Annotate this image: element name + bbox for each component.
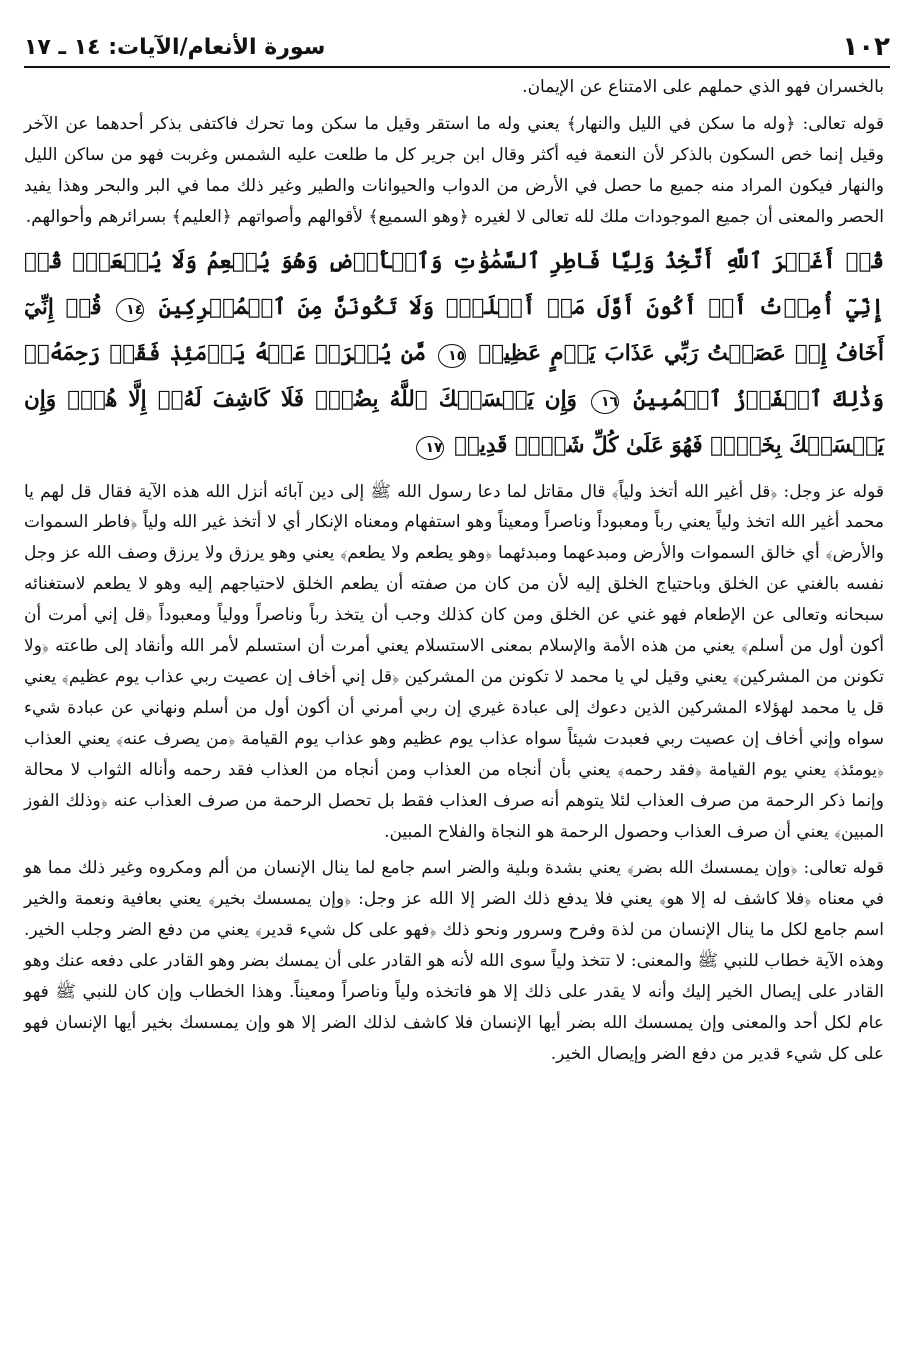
quran-verse-15: قُلۡ إِنِّيٓ أَخَافُ إِنۡ عَصَيۡتُ رَبِّي عَذَابَ يَوۡمٍ عَظِيمٖ bbox=[24, 294, 884, 366]
paragraph-intro: بالخسران فهو الذي حملهم على الامتناع عن الإيمان. bbox=[522, 77, 884, 97]
ayah-number-14: ١٤ bbox=[116, 298, 144, 322]
quran-verses-block bbox=[24, 239, 884, 469]
ayah-number-17: ١٧ bbox=[416, 436, 444, 460]
quran-verse-16: مَّن يُصۡرَفۡ عَنۡهُ يَوۡمَئِذٖ فَقَدۡ رَحِمَهُۥۚ وَذَٰلِكَ ٱلۡفَوۡزُ ٱلۡمُبِينُ bbox=[24, 340, 884, 412]
running-title: سورة الأنعام/الآيات: ١٤ ـ ١٧ bbox=[24, 35, 326, 60]
page-body bbox=[24, 72, 884, 1076]
ayah-number-16: ١٦ bbox=[591, 390, 619, 414]
quran-verse-14: قُلۡ أَغَيۡرَ ٱللَّهِ أَتَّخِذُ وَلِيّٗا فَاطِرِ ٱلسَّمَٰوَٰتِ وَٱلۡأَرۡضِ وَهُوَ يُطۡعِمُ وَلَا يُطۡعَمُۗ قُلۡ إِنِّيٓ أُمِرۡتُ أَنۡ أَكُونَ أَوَّلَ مَنۡ أَسۡلَمَۖ وَلَا تَكُونَنَّ مِنَ ٱلۡمُشۡرِكِينَ bbox=[24, 248, 884, 320]
ayah-number-15: ١٥ bbox=[438, 344, 466, 368]
paragraph-commentary-17: قوله تعالى: ﴿وإن يمسسك الله بضر﴾ يعني بشدة وبلية والضر اسم جامع لما ينال الإنسان من ألم ومكروه وغير ذلك مما هو في معناه ﴿فلا كاشف له إلا هو﴾ يعني فلا يدفع ذلك الضر إلا الله عز وجل: ﴿وإن يمسسك بخير﴾ يعني بعافية ونعمة والخير اسم جامع لكل ما ينال الإنسان من لذة وفرح وسرور ونحو ذلك ﴿فهو على كل شيء قدير﴾ يعني من دفع الضر وجلب الخير. وهذه الآية خطاب للنبي ﷺ والمعنى: لا تتخذ ولياً سوى الله لأنه هو القادر على أن يمسك بضر وهو القادر على دفعه عنك وهو القادر على إيصال الخير إليك وأنه لا يقدر على ذلك إلا هو فاتخذه ولياً وناصراً ومعيناً. وهذا الخطاب وإن كان للنبي ﷺ فهو عام لكل أحد والمعنى وإن يمسسك الله بضر أيها الإنسان فلا كاشف لذلك الضر إلا هو وإن يمسسك بخير أيها الإنسان فهو على كل شيء قدير من دفع الضر وإيصال الخير. bbox=[24, 858, 884, 1064]
paragraph-commentary-14-16: قوله عز وجل: ﴿قل أغير الله أتخذ ولياً﴾ قال مقاتل لما دعا رسول الله ﷺ إلى دين آبائه أنزل الله هذه الآية فقال قل لهم يا محمد أغير الله اتخذ ولياً يعني رباً ومعبوداً وناصراً ومعيناً وهو استفهام ومعناه الإنكار أي لا أتخذ غير الله ولياً ﴿فاطر السموات والأرض﴾ أي خالق السموات والأرض ومبدعهما ومبدئهما ﴿وهو يطعم ولا يطعم﴾ يعني وهو يرزق ولا يرزق وصف الله عز وجل نفسه بالغني عن الخلق وباحتياج الخلق إليه لأن من كان من صفته أن يطعم الخلق لاحتياجهم إليه وهو لا يطعم لاستغنائه سبحانه وتعالى عن الإطعام فهو غني عن الخلق ومن كان كذلك وجب أن يتخذ رباً وناصراً وولياً ومعبوداً ﴿قل إني أمرت أن أكون أول من أسلم﴾ يعني من هذه الأمة والإسلام بمعنى الاستسلام يعني أمرت أن استسلم لأمر الله وأنقاد إلى طاعته ﴿ولا تكونن من المشركين﴾ يعني وقيل لي يا محمد لا تكونن من المشركين ﴿قل إني أخاف إن عصيت ربي عذاب يوم عظيم﴾ يعني قل يا محمد لهؤلاء المشركين الذين دعوك إلى عبادة غيري إن ربي أمرني أن أكون أول من أسلم ونهاني عن عبادة شيء سواه وإني أخاف إن عصيت ربي فعبدت شيئاً سواه عذاب يوم عظيم وهو عذاب يوم القيامة ﴿من يصرف عنه﴾ يعني العذاب ﴿يومئذ﴾ يعني يوم القيامة ﴿فقد رحمه﴾ يعني بأن أنجاه من العذاب ومن أنجاه من العذاب فقد رحمه وأناله الثواب لا محالة وإنما ذكر الرحمة من صرف العذاب لئلا يتوهم أنه صرف العذاب فقط بل تحصل الرحمة من صرف العذاب عنه ﴿وذلك الفوز المبين﴾ يعني أن صرف العذاب وحصول الرحمة هو النجاة والفلاح المبين. bbox=[24, 481, 884, 842]
paragraph-commentary-13: قوله تعالى: ﴿وله ما سكن في الليل والنهار﴾ يعني وله ما استقر وقيل ما سكن وما تحرك فاكتفى بذكر أحدهما عن الآخر وقيل إنما خص السكون بالذكر لأن النعمة فيه أكثر وقال ابن جرير كل ما طلعت عليه الشمس وغربت فهو من ساكن الليل والنهار فيكون المراد منه جميع ما حصل في الأرض من الدواب والحيوانات والطير وغير ذلك مما في البر والبحر وهذا يفيد الحصر والمعنى أن جميع الموجودات ملك لله تعالى لا لغيره ﴿وهو السميع﴾ لأقوالهم وأصواتهم ﴿العليم﴾ بسرائرهم وأحوالهم. bbox=[24, 113, 884, 227]
page-number: ١٠٢ bbox=[842, 32, 890, 62]
page-header bbox=[24, 22, 890, 68]
quran-verse-17: وَإِن يَمۡسَسۡكَ ٱللَّهُ بِضُرّٖ فَلَا كَاشِفَ لَهُۥٓ إِلَّا هُوَۖ وَإِن يَمۡسَسۡكَ بِخَيۡرٖ فَهُوَ عَلَىٰ كُلِّ شَيۡءٖ قَدِيرٞ bbox=[24, 386, 884, 458]
